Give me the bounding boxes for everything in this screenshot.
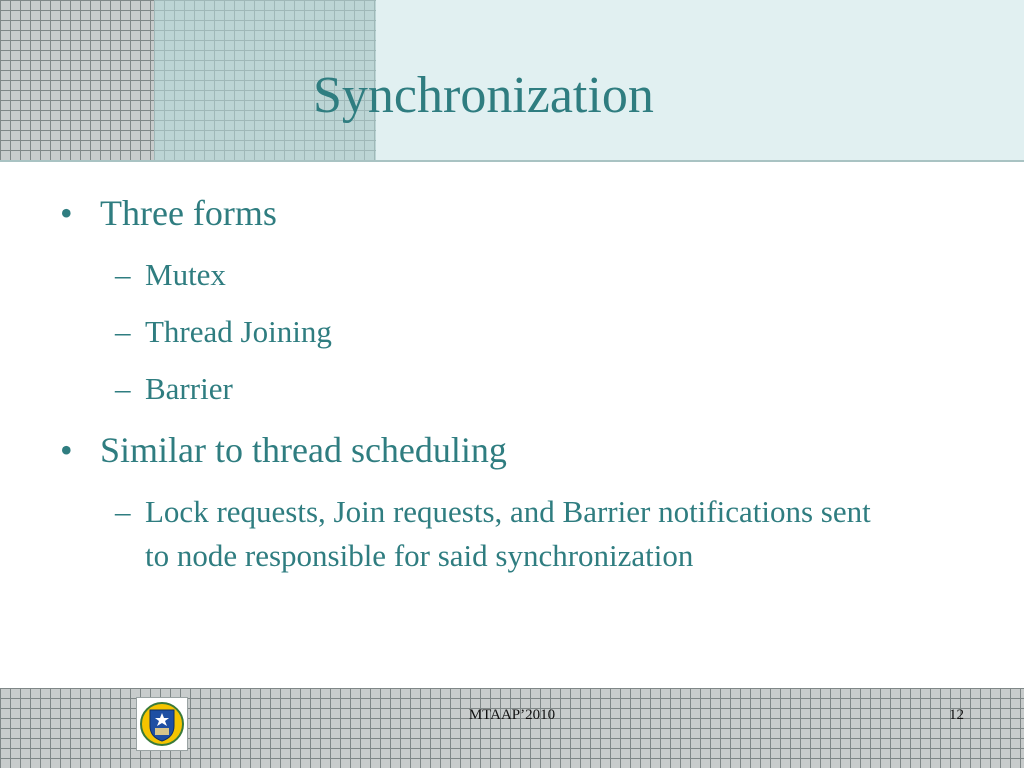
subitem-text: Mutex (145, 257, 226, 292)
subitem-lock-requests (115, 490, 885, 578)
bullet-glyph: • (60, 193, 73, 233)
dash-glyph: – (115, 314, 131, 349)
dash-glyph: – (115, 371, 131, 406)
subitem-thread-joining (115, 310, 885, 354)
header-divider (0, 160, 1024, 162)
bullet-glyph: • (60, 430, 73, 470)
bullet-text: Similar to thread scheduling (100, 430, 507, 470)
footer-conference-label: MTAAP’2010 (468, 707, 556, 723)
subitem-barrier (115, 367, 885, 411)
university-logo (136, 697, 188, 751)
slide-title: Synchronization (313, 67, 654, 124)
slide-number: 12 (949, 707, 964, 723)
dash-glyph: – (115, 257, 131, 292)
bullet-text: Three forms (100, 193, 277, 233)
subitem-text: Thread Joining (145, 314, 332, 349)
subitem-mutex (115, 253, 885, 297)
bullet-item-three-forms (60, 193, 277, 233)
dash-glyph: – (115, 494, 131, 529)
crest-icon (137, 698, 187, 750)
bullet-item-similar-scheduling (60, 430, 507, 470)
subitem-text: Barrier (145, 371, 233, 406)
subitem-text: Lock requests, Join requests, and Barrier notifications sent to node responsible for said synchronization (145, 494, 871, 573)
header-grid-pattern (0, 0, 154, 162)
